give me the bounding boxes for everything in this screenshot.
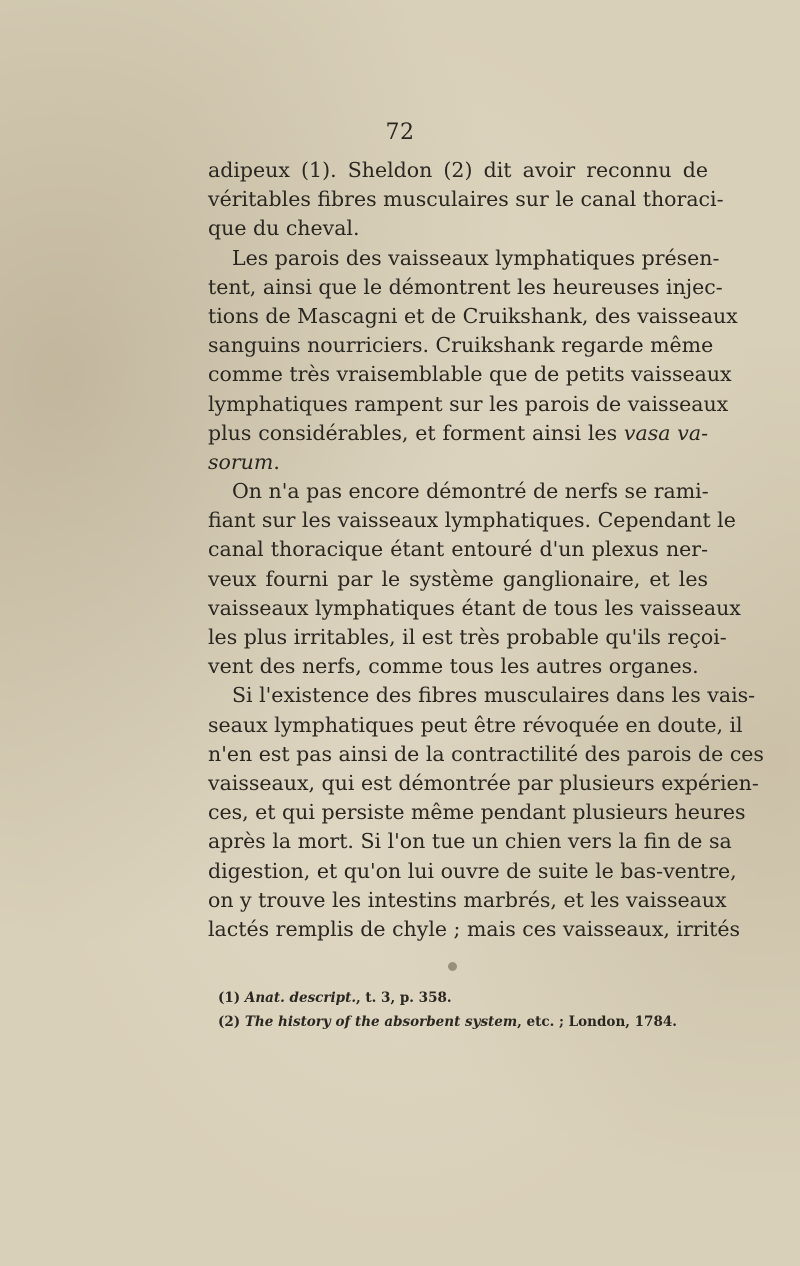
footnote [218,986,688,1010]
italic-term: sorum [208,449,274,474]
italic-term: vasa va- [623,420,708,445]
text-line: que du cheval. [208,216,360,241]
text-line: fiant sur les vaisseaux lymphatiques. Cependant le [208,508,736,533]
text-line: lactés remplis de chyle ; mais ces vaisseaux, irrités [208,916,741,941]
text-line: canal thoracique étant entouré d'un plexus ner- [208,537,708,562]
footnote [218,1010,688,1034]
footnote-title: Anat. descript. [244,990,357,1006]
text-line: Si l'existence des fibres musculaires dans les vais- [232,683,756,708]
text-line: On n'a pas encore démontré de nerfs se rami- [232,479,709,504]
text-line: seaux lymphatiques peut être révoquée en doute, il [208,712,743,737]
text-line: Les parois des vaisseaux lymphatiques présen- [232,245,720,270]
text-fragment: plus considérables, et forment ainsi les [208,420,624,445]
footnote-reference: , etc. ; London, 1784. [517,1014,677,1030]
text-line-with-italic [208,419,708,448]
footnote-marker: (1) [218,990,241,1006]
text-line: digestion, et qu'on lui ouvre de suite le bas-ventre, [208,858,737,883]
text-line: véritables fibres musculaires sur le canal thoraci- [208,187,724,212]
ink-spot [448,962,457,971]
text-line: veux fourni par le système ganglionaire, et les [208,566,708,591]
text-line-with-italic [208,448,708,477]
text-line: lymphatiques rampent sur les parois de vaisseaux [208,391,729,416]
text-line: tions de Mascagni et de Cruikshank, des vaisseaux [208,303,738,328]
text-line: on y trouve les intestins marbrés, et les vaisseaux [208,887,727,912]
text-line: ces, et qui persiste même pendant plusieurs heures [208,800,746,825]
footnotes [218,986,688,1034]
body-text [208,156,764,944]
text-line: vent des nerfs, comme tous les autres organes. [208,654,699,679]
text-line: après la mort. Si l'on tue un chien vers la fin de sa [208,829,732,854]
text-line: vaisseaux lymphatiques étant de tous les vaisseaux [208,595,741,620]
text-line: tent, ainsi que le démontrent les heureuses injec- [208,274,723,299]
text-line: vaisseaux, qui est démontrée par plusieurs expérien- [208,770,759,795]
text-line: comme très vraisemblable que de petits vaisseaux [208,362,732,387]
text-line: les plus irritables, il est très probable qu'ils reçoi- [208,625,727,649]
text-line: n'en est pas ainsi de la contractilité des parois de ces [208,741,764,766]
text-line: sanguins nourriciers. Cruikshank regarde même [208,333,714,358]
footnote-marker: (2) [218,1014,241,1030]
footnote-reference: , t. 3, p. 358. [356,990,452,1006]
footnote-title: The history of the absorbent system [244,1014,518,1030]
text-line: adipeux (1). Sheldon (2) dit avoir reconnu de [208,158,708,182]
page-number: 72 [385,120,415,145]
text-fragment: . [273,449,280,474]
